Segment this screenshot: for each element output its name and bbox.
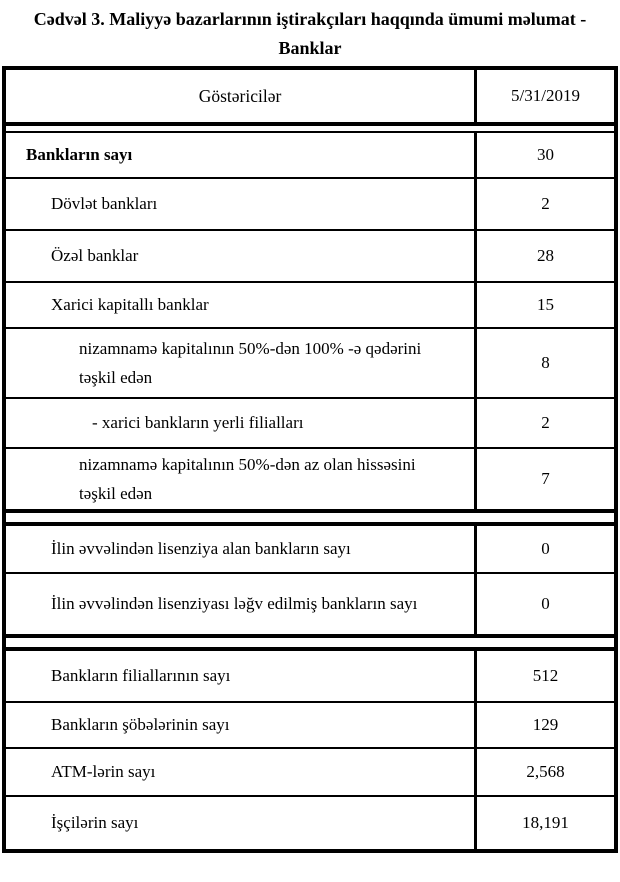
row-label: Bankların şöbələrinin sayı	[51, 715, 230, 734]
header-date-cell	[474, 70, 614, 122]
table-row	[6, 795, 614, 849]
row-label: ATM-lərin sayı	[51, 762, 156, 781]
row-label: Dövlət bankları	[51, 194, 158, 213]
table-row	[6, 229, 614, 281]
document-title-line1: Cədvəl 3. Maliyyə bazarlarının iştirakçıları haqqında ümumi məlumat -	[33, 9, 587, 29]
table-row	[6, 133, 614, 177]
row-label-cell	[6, 749, 474, 795]
row-label: Özəl banklar	[51, 246, 139, 265]
table-section-licenses	[6, 526, 614, 634]
row-value: 18,191	[474, 797, 614, 849]
table-section-banks	[6, 133, 614, 509]
row-value: 28	[474, 231, 614, 281]
section-divider	[6, 509, 614, 526]
row-label: Bankların filiallarının sayı	[51, 666, 231, 685]
table-row	[6, 327, 614, 397]
row-value: 7	[474, 449, 614, 509]
row-value: 2	[474, 179, 614, 229]
row-label-line2: təşkil edən	[79, 368, 153, 387]
row-label-cell	[6, 526, 474, 572]
row-label-cell	[6, 651, 474, 701]
row-label: İlin əvvəlindən lisenziya alan bankların sayı	[51, 539, 351, 558]
row-label-cell	[6, 179, 474, 229]
header-indicators-label: Göstəricilər	[198, 86, 282, 106]
table-header-row	[6, 70, 614, 126]
header-divider	[6, 126, 614, 133]
row-label: nizamnamə kapitalının 50%-dən 100% -ə qədərini	[79, 339, 422, 358]
row-label-line2: təşkil edən	[79, 484, 153, 503]
row-label-cell	[6, 574, 474, 634]
table-row	[6, 747, 614, 795]
row-label: - xarici bankların yerli filialları	[92, 413, 304, 432]
row-label: nizamnamə kapitalının 50%-dən az olan hissəsini	[79, 455, 416, 474]
table-row	[6, 281, 614, 327]
table-row	[6, 177, 614, 229]
banks-summary-table	[2, 66, 618, 853]
row-value: 512	[474, 651, 614, 701]
table-row	[6, 572, 614, 634]
row-label: İşçilərin sayı	[51, 813, 139, 832]
row-label-cell	[6, 283, 474, 327]
table-row	[6, 397, 614, 447]
row-value: 15	[474, 283, 614, 327]
row-label-cell	[6, 231, 474, 281]
row-value: 30	[474, 133, 614, 177]
document-title	[0, 0, 620, 63]
table-row	[6, 526, 614, 572]
section-divider	[6, 634, 614, 651]
row-value: 0	[474, 574, 614, 634]
document-title-line2: Banklar	[278, 38, 342, 58]
header-date-label: 5/31/2019	[511, 86, 580, 105]
table-row	[6, 447, 614, 509]
row-value: 0	[474, 526, 614, 572]
row-label: İlin əvvəlindən lisenziyası ləğv edilmiş bankların sayı	[51, 594, 418, 613]
table-section-network	[6, 651, 614, 849]
row-label-cell	[6, 399, 474, 447]
row-label-cell	[6, 703, 474, 747]
row-value: 2,568	[474, 749, 614, 795]
row-label-cell	[6, 449, 474, 509]
table-row	[6, 701, 614, 747]
row-label-cell	[6, 133, 474, 177]
row-label-cell	[6, 329, 474, 397]
row-value: 2	[474, 399, 614, 447]
row-label: Xarici kapitallı banklar	[51, 295, 209, 314]
row-value: 129	[474, 703, 614, 747]
row-label: Bankların sayı	[26, 145, 133, 164]
row-label-cell	[6, 797, 474, 849]
table-row	[6, 651, 614, 701]
header-indicators-cell	[6, 70, 474, 122]
row-value: 8	[474, 329, 614, 397]
